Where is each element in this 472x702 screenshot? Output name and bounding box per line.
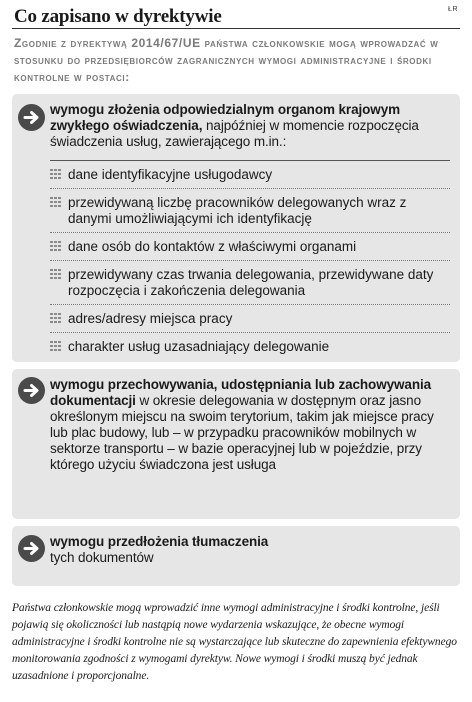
section-lead-bold: wymogu przechowywania, udostępniania lub zachowywania dokumentacji: [50, 377, 432, 408]
arrow-right-icon: [18, 535, 45, 562]
list-item: [50, 189, 450, 233]
grid-bullet-icon: [50, 268, 62, 280]
section-lead-text: najpóźniej w momencie rozpoczęcia świadczenia usług, zawierającego m.in.:: [50, 118, 419, 149]
section-translation: [12, 526, 460, 586]
list-item: [50, 305, 450, 333]
list-item-text: przewidywaną liczbę pracowników delegowanych wraz z danymi umożliwiającymi ich identyfikację: [68, 195, 407, 226]
grid-bullet-icon: [50, 240, 62, 252]
section-lead: [50, 102, 450, 150]
section-documentation: [12, 369, 460, 519]
grid-bullet-icon: [50, 196, 62, 208]
section-lead: [50, 534, 450, 566]
list-item: [50, 333, 450, 360]
list-item-text: dane identyfikacyjne usługodawcy: [68, 167, 273, 182]
footnote-text: Państwa członkowskie mogą wprowadzić inne wymogi administracyjne i środki kontrolne, jeśli pojawią się okoliczności lub nastąpią nowe wydarzenia wskazujące, że obecne wymogi administracyjne i środki kontrolne nie są wystarczające lub skuteczne do zapewnienia efektywnego monitorowania zgodności z wymogami dyrektyw. Nowe wymogi i środki muszą być jednak uzasadnione i proporcjonalne.: [12, 602, 457, 682]
page-title: Co zapisano w dyrektywie: [14, 6, 222, 27]
arrow-right-icon: [18, 377, 45, 404]
header: [10, 0, 462, 28]
list-item-text: adres/adresy miejsca pracy: [68, 311, 233, 326]
section-lead-text: w okresie delegowania w dostępnym oraz jasno określonym miejscu na swoim terytorium, takim jak miejsce pracy lub plac budowy, lub – w przypadku pracowników mobilnych w sektorze transportu – w bazie operacyjnej lub w pojeździe, przy którego użyciu świadczona jest usługa: [50, 393, 434, 472]
section-lead: [50, 377, 450, 473]
grid-bullet-icon: [50, 312, 62, 324]
list-item-text: przewidywany czas trwania delegowania, przewidywane daty rozpoczęcia i zakończenia delegowania: [68, 267, 434, 298]
section-lead-bold: wymogu przedłożenia tłumaczenia: [50, 534, 269, 549]
list-item: [50, 161, 450, 189]
section-lead-bold: wymogu złożenia odpowiedzialnym organom krajowym zwykłego oświadczenia,: [50, 102, 401, 133]
title-divider: [12, 28, 460, 29]
list-item: [50, 233, 450, 261]
list-item-text: dane osób do kontaktów z właściwymi organami: [68, 239, 357, 254]
section-lead-text: tych dokumentów: [50, 550, 154, 565]
arrow-right-icon: [18, 104, 45, 131]
declaration-items-list: [50, 160, 450, 360]
intro-text: Zgodnie z dyrektywą 2014/67/UE państwa członkowskie mogą wprowadzać w stosunku do przedsiębiorców zagranicznych wymogi administracyjne i środki kontrolne w postaci:: [14, 36, 439, 84]
section-declaration: [12, 94, 460, 362]
grid-bullet-icon: [50, 168, 62, 180]
source-credit: ŁR: [448, 6, 458, 13]
list-item-text: charakter usług uzasadniający delegowanie: [68, 339, 330, 354]
grid-bullet-icon: [50, 340, 62, 352]
list-item: [50, 261, 450, 305]
